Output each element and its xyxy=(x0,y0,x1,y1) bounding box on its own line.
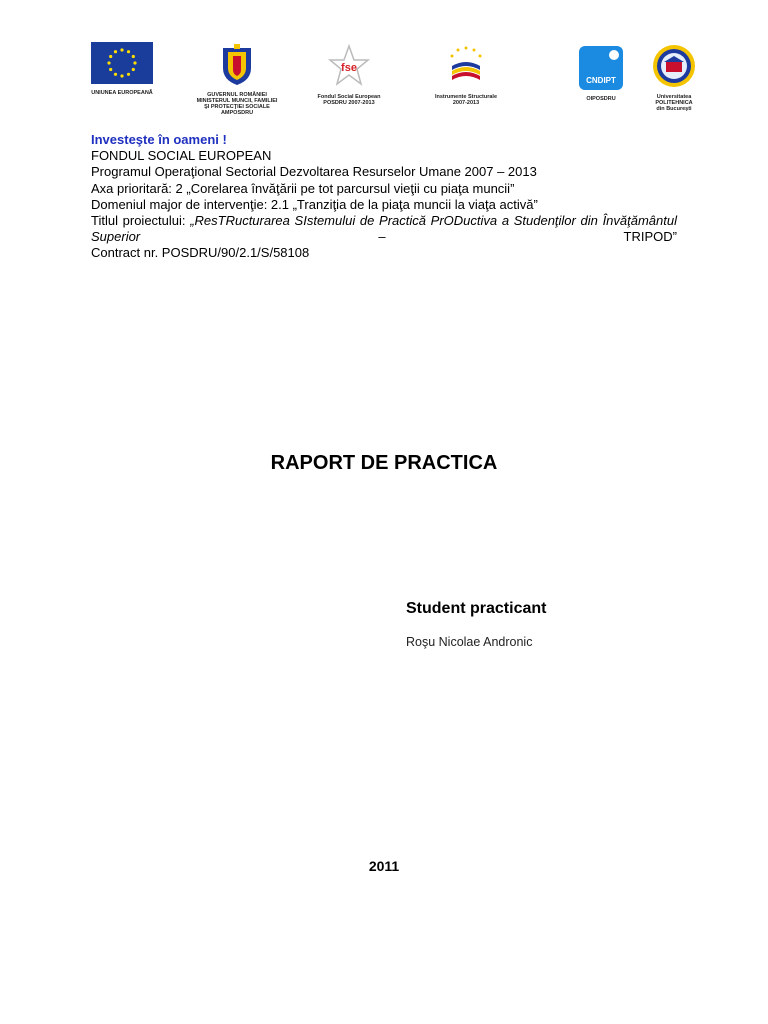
cndipt-badge xyxy=(579,46,623,90)
fse-logo xyxy=(316,44,382,106)
project-header xyxy=(91,132,677,262)
politehnica-logo xyxy=(651,44,697,112)
cndipt-mark: CNDIPT xyxy=(586,76,616,85)
instrumente-caption: Instrumente Structurale 2007-2013 xyxy=(434,94,498,106)
eu-flag-icon xyxy=(91,42,153,84)
domain-line: Domeniul major de intervenţie: 2.1 „Tranziţia de la piaţa muncii la viaţa activă” xyxy=(91,196,538,212)
fund-name: FONDUL SOCIAL EUROPEAN xyxy=(91,148,272,164)
cndipt-caption: OIPOSDRU xyxy=(586,96,616,102)
politehnica-seal-icon xyxy=(652,44,696,88)
report-title: RAPORT DE PRACTICA xyxy=(270,452,498,474)
slogan: Investeşte în oameni ! xyxy=(91,132,227,147)
fse-caption: Fondul Social European POSDRU 2007-2013 xyxy=(317,94,381,106)
project-title: „ResTRucturarea SIstemului de Practică PrODuctiva a Studenţilor din Învăţământul Superior xyxy=(91,213,677,245)
fse-star-icon xyxy=(328,44,370,88)
program-line: Programul Operaţional Sectorial Dezvoltarea Resurselor Umane 2007 – 2013 xyxy=(91,164,537,180)
eu-logo xyxy=(91,42,153,96)
svg-text:fse: fse xyxy=(341,62,357,74)
cndipt-logo xyxy=(577,46,625,102)
romania-logo xyxy=(196,44,278,116)
year: 2011 xyxy=(368,858,400,874)
student-label: Student practicant xyxy=(406,600,547,617)
cndipt-dot-icon xyxy=(609,50,619,60)
structural-instruments-icon xyxy=(444,44,488,88)
axis-line: Axa prioritară: 2 „Corelarea învăţării pe tot parcursul vieţii cu piaţa muncii” xyxy=(91,180,515,196)
project-title-tail: – TRIPOD” xyxy=(140,229,677,245)
eu-caption: UNIUNEA EUROPEANĂ xyxy=(91,90,153,96)
romania-caption: GUVERNUL ROMÂNIEI MINISTERUL MUNCII, FAMILIEI ŞI PROTECŢIEI SOCIALE AMPOSDRU xyxy=(196,92,278,116)
student-name: Roşu Nicolae Andronic xyxy=(406,635,533,649)
project-title-line xyxy=(91,213,677,245)
contract-line: Contract nr. POSDRU/90/2.1/S/58108 xyxy=(91,245,310,261)
project-label: Titlul proiectului: xyxy=(91,213,191,229)
politehnica-caption: Universitatea POLITEHNICA din Bucureşti xyxy=(655,94,693,112)
instrumente-structurale-logo xyxy=(433,44,499,106)
coat-of-arms-icon xyxy=(220,44,254,86)
logo-bar xyxy=(0,0,768,125)
